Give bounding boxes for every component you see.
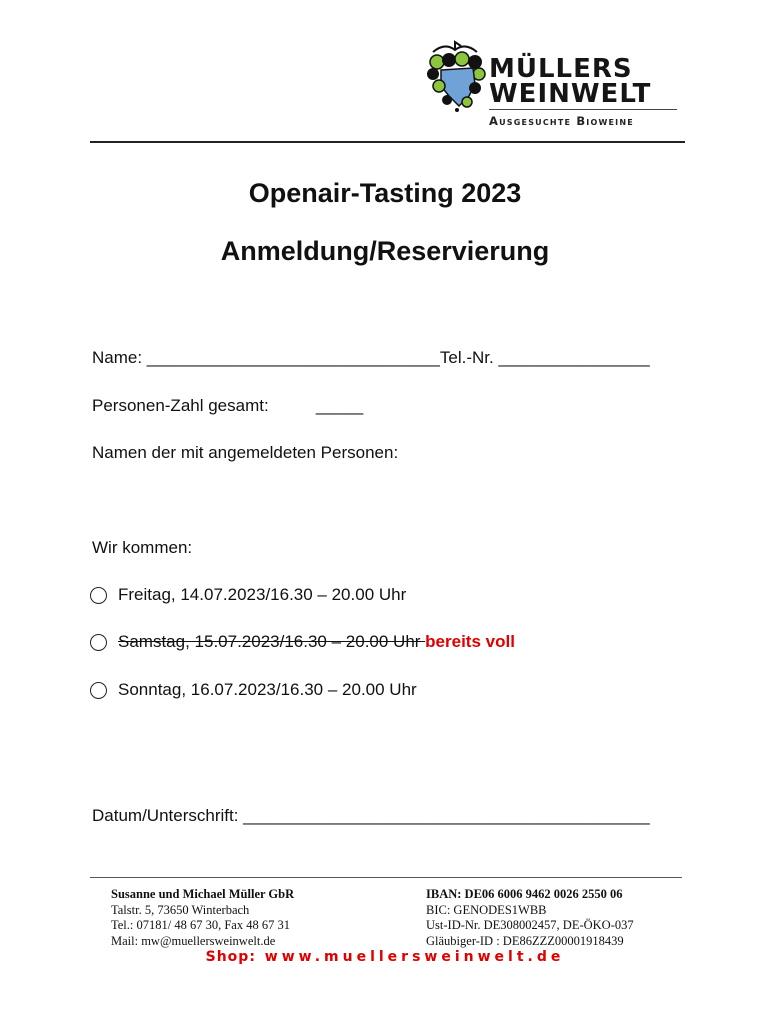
brand-divider — [489, 109, 677, 110]
company-name: Susanne und Michael Müller GbR — [111, 887, 295, 901]
shop-url[interactable]: www.muellersweinwelt.de — [264, 949, 565, 965]
shop-link[interactable] — [0, 949, 770, 965]
radio-button[interactable] — [90, 682, 107, 699]
creditor-id: Gläubiger-ID : DE86ZZZ00001918439 — [426, 933, 624, 948]
option-saturday — [90, 632, 515, 652]
option-sunday[interactable] — [90, 680, 417, 700]
attendance-label: Wir kommen: — [92, 538, 193, 557]
email-address[interactable]: Mail: mw@muellersweinwelt.de — [111, 933, 276, 948]
header-divider — [90, 141, 685, 143]
names-label: Namen der mit angemeldeten Personen: — [92, 443, 399, 462]
radio-button[interactable] — [90, 587, 107, 604]
shop-label: Shop: — [205, 949, 256, 965]
document-subtitle: Anmeldung/Reservierung — [220, 236, 550, 266]
brand-tagline: Ausgesuchte Bioweine — [489, 114, 634, 128]
iban: IBAN: DE06 6006 9462 0026 2550 06 — [426, 887, 623, 901]
persons-count-field[interactable]: Personen-Zahl gesamt: _____ — [92, 396, 364, 415]
brand-name-line1: MÜLLERS — [489, 54, 633, 84]
option-label: Samstag, 15.07.2023/16.30 – 20.00 Uhr — [118, 632, 426, 651]
vat-id: Ust-ID-Nr. DE308002457, DE-ÖKO-037 — [426, 918, 634, 932]
signature-field[interactable]: Datum/Unterschrift: ___________________________________________ — [92, 806, 650, 825]
radio-button — [90, 634, 107, 651]
footer-divider — [90, 877, 682, 878]
document-title: Openair-Tasting 2023 — [248, 178, 522, 208]
footer-address — [111, 887, 294, 949]
option-label: Sonntag, 16.07.2023/16.30 – 20.00 Uhr — [118, 680, 417, 699]
company-logo — [425, 40, 680, 135]
footer-bank — [426, 887, 634, 949]
option-friday[interactable] — [90, 585, 406, 605]
option-label: Freitag, 14.07.2023/16.30 – 20.00 Uhr — [118, 585, 407, 604]
brand-name-line2: WEINWELT — [489, 79, 652, 109]
status-full-label: bereits voll — [425, 632, 515, 651]
name-tel-field[interactable]: Name: _______________________________Tel.-Nr. ________________ — [92, 348, 650, 367]
grape-logo-icon — [425, 40, 487, 112]
street-address: Talstr. 5, 73650 Winterbach — [111, 902, 250, 917]
phone-fax: Tel.: 07181/ 48 67 30, Fax 48 67 31 — [111, 918, 290, 932]
bic: BIC: GENODES1WBB — [426, 902, 547, 917]
